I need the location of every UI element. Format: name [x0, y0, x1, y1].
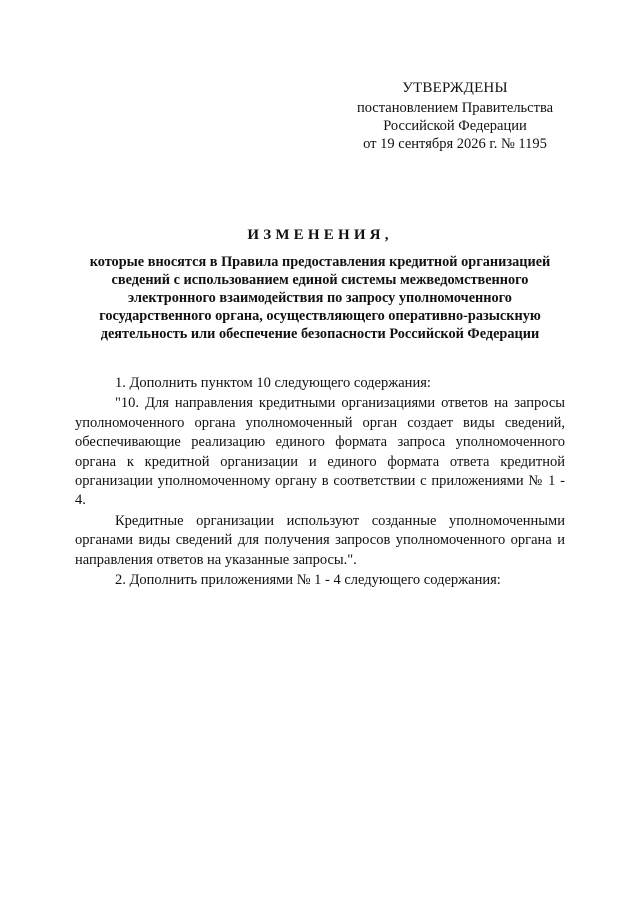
- approval-line: от 19 сентября 2026 г. № 1195: [363, 136, 547, 152]
- document-title: ИЗМЕНЕНИЯ,: [247, 227, 393, 243]
- subtitle-line: деятельность или обеспечение безопасности Российской Федерации: [100, 326, 540, 342]
- subtitle-line: сведений с использованием единой системы межведомственного: [111, 272, 529, 288]
- paragraph-2: "10. Для направления кредитными организациями ответов на запросы уполномоченного органа уполномоченный орган создает виды сведений, обеспечивающие реализацию единого формата запроса уполномоченного органа к кредитной организации и единого формата ответа кредитной организации уполномоченному органу в соответствии с приложениями № 1 - 4.: [75, 395, 565, 509]
- approval-line: постановлением Правительства: [356, 100, 554, 116]
- subtitle-line: которые вносятся в Правила предоставления кредитной организацией: [89, 254, 551, 270]
- paragraph-4: 2. Дополнить приложениями № 1 - 4 следующего содержания:: [115, 572, 501, 589]
- approval-heading: УТВЕРЖДЕНЫ: [402, 80, 508, 96]
- subtitle-line: электронного взаимодействия по запросу уполномоченного: [128, 290, 512, 306]
- document-subtitle: [60, 253, 580, 343]
- subtitle-line: государственного органа, осуществляющего оперативно-разыскную: [99, 308, 541, 324]
- paragraph-3: Кредитные организации используют созданные уполномоченными органами виды сведений для получения запросов уполномоченного органа и направления ответов на указанные запросы.".: [75, 512, 565, 568]
- paragraph-1: 1. Дополнить пунктом 10 следующего содержания:: [115, 375, 431, 391]
- approval-block: [330, 79, 580, 153]
- approval-line: Российской Федерации: [383, 118, 527, 134]
- document-body: [75, 374, 565, 590]
